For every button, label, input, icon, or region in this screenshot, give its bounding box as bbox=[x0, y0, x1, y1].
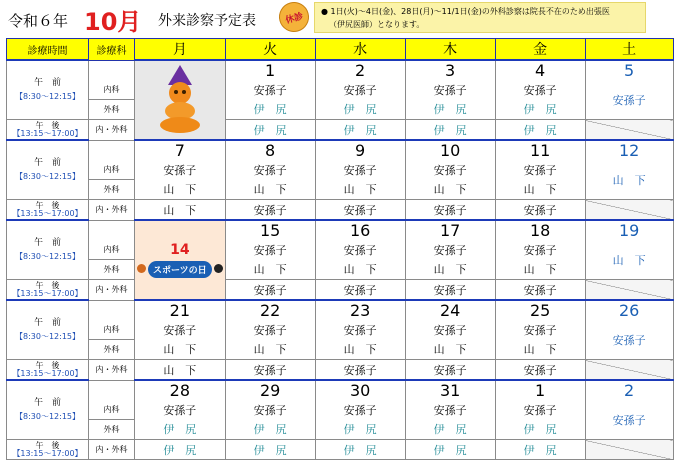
pm-doctor: 伊 尻 bbox=[495, 120, 585, 141]
naika-doctor: 山 下 bbox=[585, 160, 673, 200]
dept-both: 内・外科 bbox=[89, 280, 135, 301]
pm-doctor: 安孫子 bbox=[315, 280, 405, 301]
pm-doctor: 安孫子 bbox=[225, 280, 315, 301]
dept-both: 内・外科 bbox=[89, 120, 135, 141]
day-number: 4 bbox=[495, 60, 585, 80]
week-date-row bbox=[7, 60, 674, 80]
day-number: 5 bbox=[585, 60, 673, 80]
naika-doctor: 安孫子 bbox=[495, 160, 585, 180]
page-title: 外来診察予定表 bbox=[158, 13, 256, 29]
week-naika-row bbox=[7, 160, 674, 180]
day-number: 10 bbox=[405, 140, 495, 160]
week-pm-row bbox=[7, 120, 674, 141]
holiday-sports-day bbox=[135, 220, 226, 300]
geka-doctor: 山 下 bbox=[495, 340, 585, 360]
dept-blank bbox=[89, 220, 135, 240]
dept-blank bbox=[89, 380, 135, 400]
geka-doctor: 伊 尻 bbox=[135, 420, 226, 440]
day-number: 22 bbox=[225, 300, 315, 320]
pm-doctor: 安孫子 bbox=[225, 360, 315, 381]
dept-geka: 外科 bbox=[89, 340, 135, 360]
day-number: 25 bbox=[495, 300, 585, 320]
pm-time-label bbox=[7, 200, 89, 221]
closed-badge-icon: 休診 bbox=[276, 0, 313, 35]
dept-naika: 内科 bbox=[89, 80, 135, 100]
pm-time-label bbox=[7, 120, 89, 141]
week-naika-row bbox=[7, 240, 674, 260]
geka-doctor: 伊 尻 bbox=[495, 100, 585, 120]
am-label: 午 前 bbox=[33, 398, 61, 408]
pumpkin-illustration-icon bbox=[135, 60, 226, 140]
geka-doctor: 山 下 bbox=[225, 260, 315, 280]
pm-label: 午 後 bbox=[35, 440, 60, 450]
dept-blank bbox=[89, 60, 135, 80]
geka-doctor: 山 下 bbox=[225, 340, 315, 360]
naika-doctor: 安孫子 bbox=[315, 240, 405, 260]
naika-doctor: 安孫子 bbox=[135, 400, 226, 420]
pm-hours: 【13:15～17:00】 bbox=[12, 128, 83, 138]
day-number: 24 bbox=[405, 300, 495, 320]
week-date-row bbox=[7, 300, 674, 320]
am-time-label bbox=[7, 300, 89, 360]
day-number: 2 bbox=[315, 60, 405, 80]
day-number: 21 bbox=[135, 300, 226, 320]
pm-doctor: 伊 尻 bbox=[495, 440, 585, 460]
naika-doctor: 安孫子 bbox=[405, 320, 495, 340]
day-number: 23 bbox=[315, 300, 405, 320]
geka-doctor: 山 下 bbox=[315, 260, 405, 280]
pm-doctor: 安孫子 bbox=[315, 360, 405, 381]
week-date-row bbox=[7, 380, 674, 400]
pm-label: 午 後 bbox=[35, 360, 60, 370]
week-pm-row bbox=[7, 200, 674, 221]
day-number: 1 bbox=[225, 60, 315, 80]
geka-doctor: 伊 尻 bbox=[315, 100, 405, 120]
day-number: 3 bbox=[405, 60, 495, 80]
pm-doctor: 伊 尻 bbox=[135, 440, 226, 460]
col-time: 診療時間 bbox=[7, 39, 89, 61]
ball-icon bbox=[137, 264, 146, 273]
day-number: 18 bbox=[495, 220, 585, 240]
pm-hours: 【13:15～17:00】 bbox=[12, 368, 83, 378]
geka-doctor: 山 下 bbox=[405, 340, 495, 360]
pm-doctor: 安孫子 bbox=[495, 360, 585, 381]
dept-geka: 外科 bbox=[89, 180, 135, 200]
week-pm-row bbox=[7, 360, 674, 381]
geka-doctor: 山 下 bbox=[495, 180, 585, 200]
am-time-label bbox=[7, 220, 89, 280]
pm-doctor: 安孫子 bbox=[405, 360, 495, 381]
geka-doctor: 伊 尻 bbox=[225, 100, 315, 120]
day-number: 19 bbox=[585, 220, 673, 240]
am-label: 午 前 bbox=[33, 78, 61, 88]
naika-doctor: 安孫子 bbox=[225, 320, 315, 340]
naika-doctor: 安孫子 bbox=[405, 80, 495, 100]
naika-doctor: 安孫子 bbox=[585, 320, 673, 360]
week-naika-row bbox=[7, 80, 674, 100]
geka-doctor: 山 下 bbox=[135, 340, 226, 360]
geka-doctor: 山 下 bbox=[315, 180, 405, 200]
pm-doctor: 安孫子 bbox=[405, 200, 495, 221]
saturday-closed-pm bbox=[585, 200, 673, 221]
naika-doctor: 安孫子 bbox=[495, 400, 585, 420]
geka-doctor: 伊 尻 bbox=[405, 420, 495, 440]
pm-label: 午 後 bbox=[35, 120, 60, 130]
naika-doctor: 安孫子 bbox=[315, 160, 405, 180]
dept-geka: 外科 bbox=[89, 260, 135, 280]
dept-both: 内・外科 bbox=[89, 200, 135, 221]
notice-line-1: ● 1日(火)～4日(金)、28日(月)～11/1日(金)の外科診察は院長不在のため出張医 bbox=[321, 7, 610, 16]
day-number: 11 bbox=[495, 140, 585, 160]
am-label: 午 前 bbox=[33, 158, 61, 168]
day-number: 29 bbox=[225, 380, 315, 400]
pm-doctor: 安孫子 bbox=[225, 200, 315, 221]
week-geka-row bbox=[7, 180, 674, 200]
pm-label: 午 後 bbox=[35, 280, 60, 290]
naika-doctor: 安孫子 bbox=[495, 80, 585, 100]
day-number: 17 bbox=[405, 220, 495, 240]
geka-doctor: 山 下 bbox=[405, 180, 495, 200]
dept-naika: 内科 bbox=[89, 160, 135, 180]
naika-doctor: 安孫子 bbox=[315, 320, 405, 340]
geka-doctor: 山 下 bbox=[225, 180, 315, 200]
naika-doctor: 山 下 bbox=[585, 240, 673, 280]
soccer-ball-icon bbox=[214, 264, 223, 273]
pm-time-label bbox=[7, 440, 89, 460]
pm-doctor: 安孫子 bbox=[495, 200, 585, 221]
pm-doctor: 山 下 bbox=[135, 360, 226, 381]
am-time-label bbox=[7, 60, 89, 120]
week-geka-row bbox=[7, 420, 674, 440]
day-number: 15 bbox=[225, 220, 315, 240]
pm-time-label bbox=[7, 280, 89, 301]
pm-doctor: 伊 尻 bbox=[405, 440, 495, 460]
header bbox=[0, 0, 680, 38]
day-number: 26 bbox=[585, 300, 673, 320]
holiday-name: スポーツの日 bbox=[148, 261, 212, 278]
geka-doctor: 伊 尻 bbox=[495, 420, 585, 440]
naika-doctor: 安孫子 bbox=[225, 80, 315, 100]
dept-blank bbox=[89, 300, 135, 320]
notice-line-2: （伊尻医師）となります。 bbox=[329, 20, 425, 29]
naika-doctor: 安孫子 bbox=[225, 160, 315, 180]
dept-naika: 内科 bbox=[89, 400, 135, 420]
schedule-table bbox=[6, 38, 674, 460]
week-geka-row bbox=[7, 100, 674, 120]
am-hours: 【8:30～12:15】 bbox=[14, 332, 81, 341]
pm-doctor: 伊 尻 bbox=[225, 440, 315, 460]
week-date-row bbox=[7, 140, 674, 160]
geka-doctor: 伊 尻 bbox=[315, 420, 405, 440]
col-thu: 木 bbox=[405, 39, 495, 61]
geka-doctor: 山 下 bbox=[135, 180, 226, 200]
geka-doctor: 伊 尻 bbox=[405, 100, 495, 120]
pm-doctor: 伊 尻 bbox=[225, 120, 315, 141]
day-number: 28 bbox=[135, 380, 226, 400]
week-pm-row bbox=[7, 440, 674, 460]
pm-doctor: 伊 尻 bbox=[315, 120, 405, 141]
pm-doctor: 山 下 bbox=[135, 200, 226, 221]
pm-doctor: 安孫子 bbox=[405, 280, 495, 301]
dept-both: 内・外科 bbox=[89, 360, 135, 381]
pm-doctor: 安孫子 bbox=[315, 200, 405, 221]
am-hours: 【8:30～12:15】 bbox=[14, 172, 81, 181]
dept-geka: 外科 bbox=[89, 420, 135, 440]
am-hours: 【8:30～12:15】 bbox=[14, 252, 81, 261]
geka-doctor: 山 下 bbox=[495, 260, 585, 280]
day-number: 31 bbox=[405, 380, 495, 400]
pm-doctor: 伊 尻 bbox=[315, 440, 405, 460]
naika-doctor: 安孫子 bbox=[135, 320, 226, 340]
week-geka-row bbox=[7, 340, 674, 360]
header-row bbox=[7, 39, 674, 61]
naika-doctor: 安孫子 bbox=[225, 400, 315, 420]
dept-naika: 内科 bbox=[89, 240, 135, 260]
naika-doctor: 安孫子 bbox=[585, 80, 673, 120]
col-wed: 水 bbox=[315, 39, 405, 61]
pm-doctor: 安孫子 bbox=[495, 280, 585, 301]
col-sat: 土 bbox=[585, 39, 673, 61]
geka-doctor: 山 下 bbox=[315, 340, 405, 360]
naika-doctor: 安孫子 bbox=[135, 160, 226, 180]
naika-doctor: 安孫子 bbox=[405, 400, 495, 420]
naika-doctor: 安孫子 bbox=[405, 160, 495, 180]
geka-doctor: 山 下 bbox=[405, 260, 495, 280]
am-time-label bbox=[7, 140, 89, 200]
day-number: 7 bbox=[135, 140, 226, 160]
era-label: 令和６年 bbox=[8, 12, 69, 30]
notice-box bbox=[314, 2, 646, 33]
holiday-date: 14 bbox=[170, 242, 190, 258]
am-hours: 【8:30～12:15】 bbox=[14, 412, 81, 421]
pm-hours: 【13:15～17:00】 bbox=[12, 288, 83, 298]
pm-hours: 【13:15～17:00】 bbox=[12, 208, 83, 218]
saturday-closed-pm bbox=[585, 440, 673, 460]
week-pm-row bbox=[7, 280, 674, 301]
week-geka-row bbox=[7, 260, 674, 280]
day-number: 1 bbox=[495, 380, 585, 400]
naika-doctor: 安孫子 bbox=[315, 400, 405, 420]
saturday-closed-pm bbox=[585, 120, 673, 141]
dept-geka: 外科 bbox=[89, 100, 135, 120]
naika-doctor: 安孫子 bbox=[495, 320, 585, 340]
pm-label: 午 後 bbox=[35, 200, 60, 210]
am-time-label bbox=[7, 380, 89, 440]
naika-doctor: 安孫子 bbox=[315, 80, 405, 100]
am-hours: 【8:30～12:15】 bbox=[14, 92, 81, 101]
week-naika-row bbox=[7, 320, 674, 340]
col-tue: 火 bbox=[225, 39, 315, 61]
pm-time-label bbox=[7, 360, 89, 381]
naika-doctor: 安孫子 bbox=[495, 240, 585, 260]
col-mon: 月 bbox=[135, 39, 226, 61]
naika-doctor: 安孫子 bbox=[225, 240, 315, 260]
day-number: 12 bbox=[585, 140, 673, 160]
day-number: 8 bbox=[225, 140, 315, 160]
dept-naika: 内科 bbox=[89, 320, 135, 340]
pm-doctor: 伊 尻 bbox=[405, 120, 495, 141]
saturday-closed-pm bbox=[585, 360, 673, 381]
pm-hours: 【13:15～17:00】 bbox=[12, 448, 83, 458]
am-label: 午 前 bbox=[33, 238, 61, 248]
month-label: 10月 bbox=[84, 8, 142, 36]
week-date-row bbox=[7, 220, 674, 240]
am-label: 午 前 bbox=[33, 318, 61, 328]
dept-blank bbox=[89, 140, 135, 160]
naika-doctor: 安孫子 bbox=[585, 400, 673, 440]
col-dept: 診療科 bbox=[89, 39, 135, 61]
geka-doctor: 伊 尻 bbox=[225, 420, 315, 440]
week-naika-row bbox=[7, 400, 674, 420]
saturday-closed-pm bbox=[585, 280, 673, 301]
day-number: 2 bbox=[585, 380, 673, 400]
dept-both: 内・外科 bbox=[89, 440, 135, 460]
naika-doctor: 安孫子 bbox=[405, 240, 495, 260]
day-number: 9 bbox=[315, 140, 405, 160]
day-number: 16 bbox=[315, 220, 405, 240]
day-number: 30 bbox=[315, 380, 405, 400]
col-fri: 金 bbox=[495, 39, 585, 61]
pumpkin-icon bbox=[150, 63, 210, 133]
